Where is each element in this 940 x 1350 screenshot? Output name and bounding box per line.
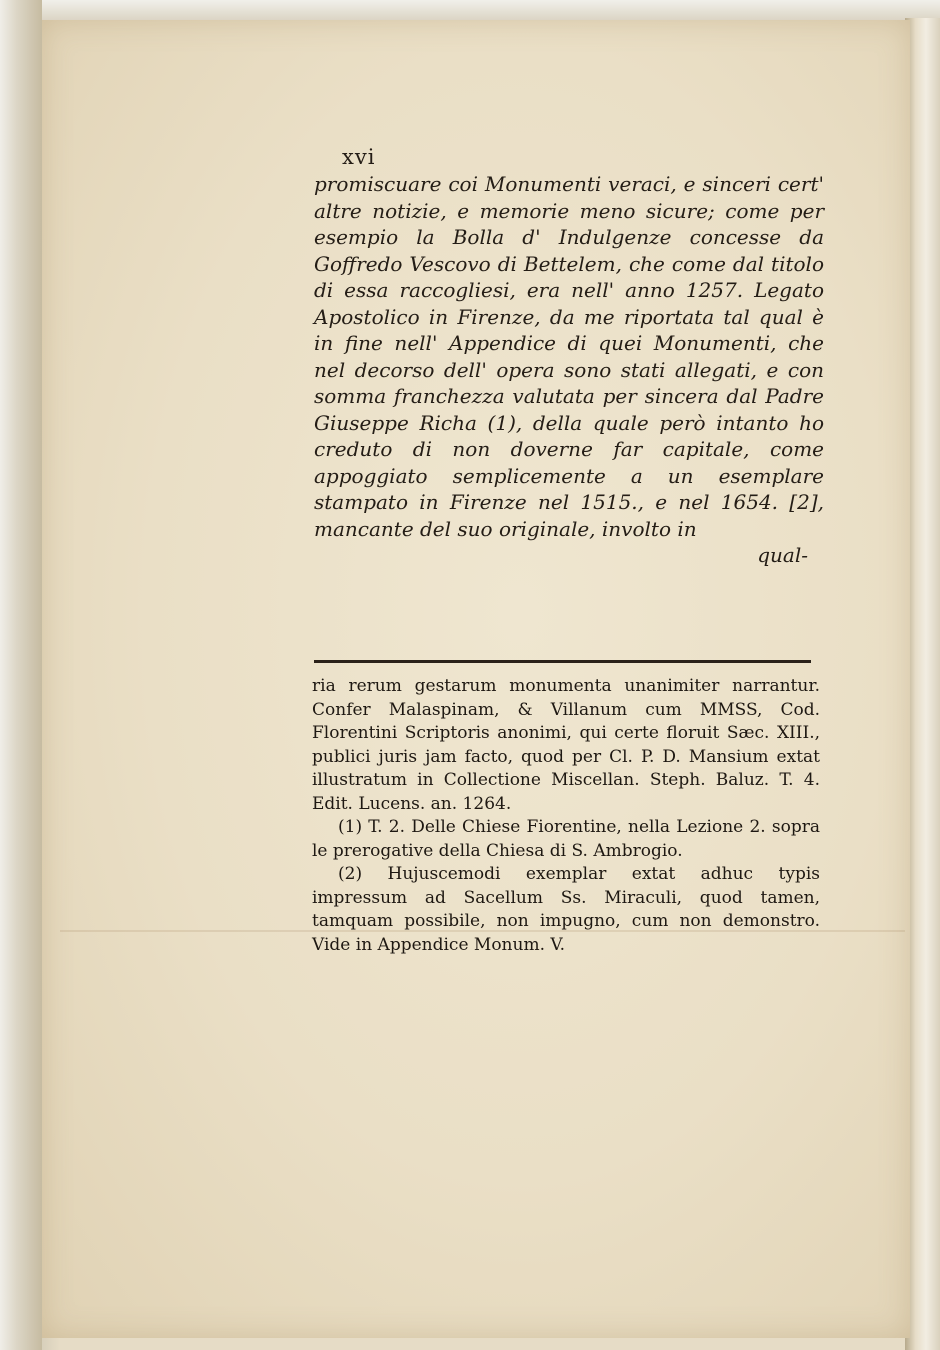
- footnotes-block: [312, 675, 820, 957]
- book-spine-edge: [0, 0, 42, 1350]
- main-text-block: [314, 145, 824, 568]
- body-paragraph: [314, 171, 824, 542]
- page-top-edge: [42, 0, 940, 22]
- footnote-2: (2) Hujuscemodi exemplar extat adhuc typis impressum ad Sacellum Ss. Miraculi, quod tamen, tamquam possibile, non impugno, cum non demonstro. Vide in Appendice Monum. V.: [312, 864, 820, 955]
- page-stack-edge: [905, 18, 940, 1350]
- footnote-1: (1) T. 2. Delle Chiese Fiorentine, nella Lezione 2. sopra le prerogative della Chiesa di S. Ambrogio.: [312, 817, 820, 861]
- body-text: promiscuare coi Monumenti veraci, e sinceri cert' altre notizie, e memorie meno sicure; come per esempio la Bolla d' Indulgenze concesse da Goffredo Vescovo di Bettelem, che come dal titolo di essa raccogliesi, era nell' anno 1257. Legato Apostolico in Firenze, da me riportata tal qual è in fine nell' Appendice di quei Monumenti, che nel decorso dell' opera sono stati allegati, e con somma franchezza valutata per sincera dal Padre Giuseppe Richa (1), della quale però intanto ho creduto di non doverne far capitale, come appoggiato semplicemente a un esemplare stampato in Firenze nel 1515., e nel 1654. [2], mancante del suo originale, involto in: [314, 172, 824, 541]
- footnote-separator: [314, 660, 811, 663]
- page-number: xvi: [342, 145, 376, 169]
- catchword: qual-: [757, 543, 808, 567]
- footnote-continuation: ria rerum gestarum monumenta unanimiter narrantur. Confer Malaspinam, & Villanum cum MMSS, Cod. Florentini Scriptoris anonimi, qui certe floruit Sæc. XIII., publici juris jam facto, quod per Cl. P. D. Mansium extat illustratum in Collectione Miscellan. Steph. Baluz. T. 4. Edit. Lucens. an. 1264.: [312, 676, 820, 814]
